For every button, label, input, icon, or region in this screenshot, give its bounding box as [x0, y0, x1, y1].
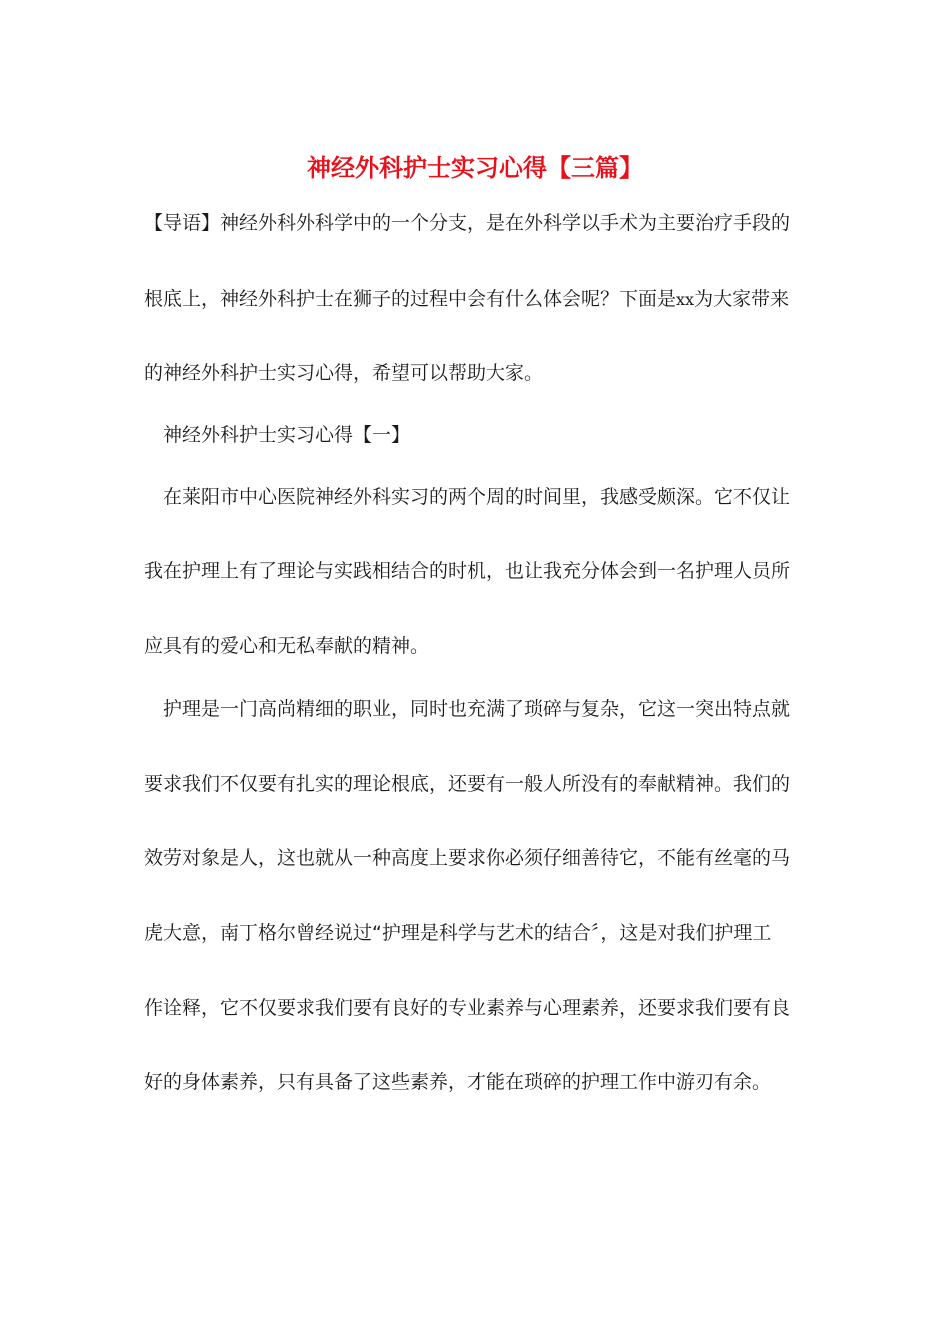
intro-line-3: 的神经外科护士实习心得，希望可以帮助大家。 — [144, 362, 544, 384]
document-title: 神经外科护士实习心得【三篇】 — [307, 154, 643, 182]
paragraph-2-line: 要求我们不仅要有扎实的理论根底，还要有一般人所没有的奉献精神。我们的 — [144, 773, 791, 795]
paragraph-2-line: 作诠释，它不仅要求我们要有良好的专业素养与心理素养，还要求我们要有良 — [144, 997, 791, 1019]
intro-line-2-text-b: 为大家带来 — [694, 288, 790, 310]
paragraph-2-line: 虎大意，南丁格尔曾经说过“护理是科学与艺术的结合〞，这是对我们护理工 — [144, 922, 772, 944]
paragraph-1-line: 我在护理上有了理论与实践相结合的时机，也让我充分体会到一名护理人员所 — [144, 560, 791, 582]
paragraph-2-line: 护理是一门高尚精细的职业，同时也充满了琐碎与复杂，它这一突出特点就 — [163, 698, 791, 720]
paragraph-2-line: 好的身体素养，只有具备了这些素养，才能在琐碎的护理工作中游刃有余。 — [144, 1071, 772, 1093]
intro-line-2 — [144, 284, 789, 315]
paragraph-2-line: 效劳对象是人，这也就从一种高度上要求你必须仔细善待它，不能有丝毫的马 — [144, 847, 791, 869]
paragraph-1-line: 应具有的爱心和无私奉献的精神。 — [144, 635, 430, 657]
intro-line-1: 【导语】神经外科外科学中的一个分支，是在外科学以手术为主要治疗手段的 — [144, 212, 791, 234]
section-heading: 神经外科护士实习心得【一】 — [163, 424, 411, 446]
paragraph-1-line: 在莱阳市中心医院神经外科实习的两个周的时间里，我感受颇深。它不仅让 — [163, 486, 791, 508]
intro-placeholder-name: xx — [676, 290, 695, 309]
intro-line-2-text-a: 根底上，神经外科护士在狮子的过程中会有什么体会呢？下面是 — [144, 288, 677, 310]
